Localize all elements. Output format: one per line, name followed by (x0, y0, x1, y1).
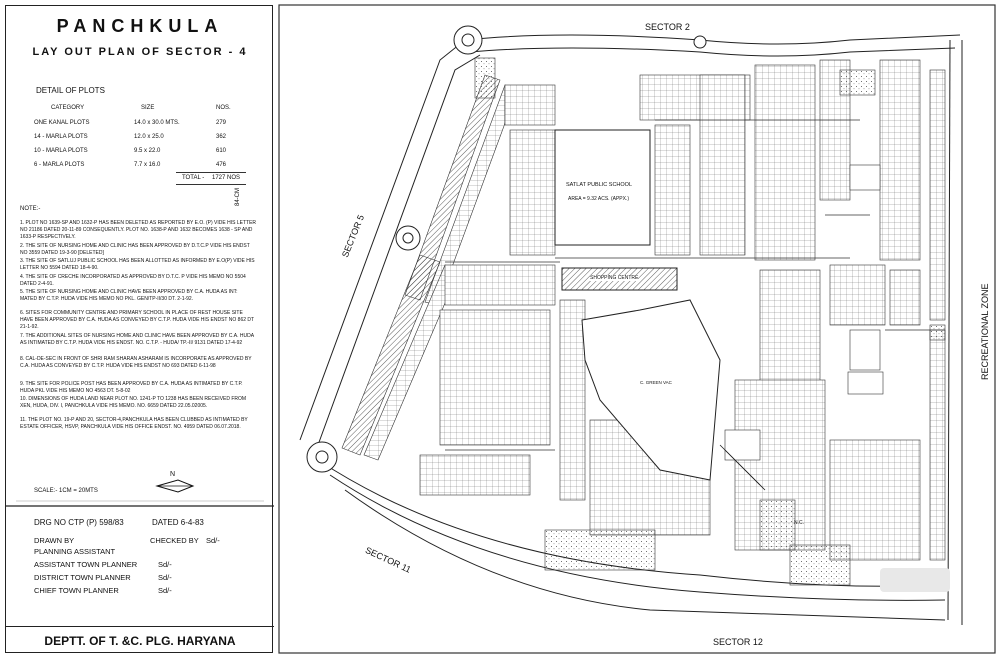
scale-label: SCALE:- 1CM = 20MTS (34, 488, 98, 494)
signatory-sign: Sd/- (158, 560, 172, 569)
label-park: C. GREEN VAC (640, 380, 672, 385)
plots-table-heading: DETAIL OF PLOTS (36, 86, 105, 95)
plan-title: LAY OUT PLAN OF SECTOR - 4 (32, 46, 248, 58)
col-category: CATEGORY (51, 105, 85, 111)
notes-heading: NOTE:- (20, 206, 41, 212)
signatory-role: CHIEF TOWN PLANNER (34, 586, 119, 595)
note-item: 7. THE ADDITIONAL SITES OF NURSING HOME AND CLINIC HAVE BEEN APPROVED BY C.A. HUDA AS INTIMATED BY C.T.P. HUDA VIDE HIS ENDST. NO. C.T.P. - HUDA/ TP.-II/ 9131 DATED 17-4-92 (20, 333, 254, 346)
label-shopping: SHOPPING CENTRE (590, 275, 639, 281)
row-size: 12.0 x 25.0 (134, 134, 164, 140)
community-site (850, 330, 880, 370)
row-nos: 476 (216, 162, 227, 168)
note-item: 2. THE SITE OF NURSING HOME AND CLINIC HAS BEEN APPROVED BY D.T.C.P VIDE HIS ENDST NO 3559 DATED 19-3-90 [DELETED] (20, 243, 250, 256)
signatory-sign: Sd/- (158, 573, 172, 582)
note-item: 8. CAL-DE-SEC IN FRONT OF SHRI RAM SHARAN ASHARAM IS INCORPORATE AS APPROVED BY C.A. HUDA AS CONVEYED BY C.T.P. HUDA VIDE HIS ENDST NO 693 DATED 6-11-98 (20, 356, 252, 369)
row-nos: 362 (216, 134, 227, 140)
signatory-role: PLANNING ASSISTANT (34, 547, 116, 556)
label-nc: N.C. (794, 520, 804, 526)
total-label: TOTAL - (182, 175, 205, 181)
note-item: 6. SITES FOR COMMUNITY CENTRE AND PRIMARY SCHOOL IN PLACE OF REST HOUSE SITE HAVE BEEN APPROVED BY C.A. HUDA AS CONVEYED BY C.T.P. HUDA VIDE HIS ENDST NO 862 DT 21-1-92. (20, 310, 254, 330)
department-footer: DEPTT. OF T. &C. PLG. HARYANA (6, 626, 274, 654)
row-size: 14.0 x 30.0 MTS. (134, 120, 180, 126)
city-title: PANCHKULA (56, 16, 224, 36)
col-size: SIZE (141, 105, 155, 111)
note-item: 9. THE SITE FOR POLICE POST HAS BEEN APPROVED BY C.A. HUDA AS INTIMATED BY C.T.P. HUDA PKL VIDE HIS MEMO NO 4563 DT. 5-8-02 (20, 381, 243, 394)
row-size: 7.7 x 16.0 (134, 162, 161, 168)
label-sector-2: SECTOR 2 (645, 22, 690, 32)
total-value: 1727 NOS (212, 175, 241, 181)
side-mark: 84-CM (235, 187, 241, 206)
label-school: SATLAT PUBLIC SCHOOL (566, 182, 633, 188)
signatory-sign: Sd/- (158, 586, 172, 595)
label-school-area: AREA = 9.32 ACS. (APPX.) (568, 196, 630, 202)
clinic-site (848, 372, 883, 394)
col-nos: NOS. (216, 105, 231, 111)
label-sector-5: SECTOR 5 (340, 213, 367, 259)
note-item: 5. THE SITE OF NURSING HOME AND CLINIC HAVE BEEN APPROVED BY C.A. HUDA AS INT: MATED BY C.T.P. HUDA VIDE HIS MEMO NO PKL. GEN/TP-II/30 DT. 2-1-92. (20, 289, 238, 302)
north-label: N (170, 471, 176, 478)
note-item: 10. DIMENSIONS OF HUDA LAND NEAR PLOT NO. 1241-P TO 1238 HAS BEEN RECEIVED FROM XEN, HUDA, DIV. I, PANCHKULA VIDE HIS MEMO. NO. 6659 DATED 22.05.02005. (20, 396, 247, 409)
label-sector-11: SECTOR 11 (363, 545, 413, 575)
row-size: 9.5 x 22.0 (134, 148, 161, 154)
label-sector-12: SECTOR 12 (713, 637, 763, 647)
nursing-site (850, 165, 880, 190)
drawing-number: DRG NO CTP (P) 598/83 (34, 518, 124, 527)
row-category: ONE KANAL PLOTS (34, 120, 90, 126)
label-recreational-zone: RECREATIONAL ZONE (980, 283, 990, 380)
row-category: 14 - MARLA PLOTS (34, 134, 88, 140)
signatory-role: DISTRICT TOWN PLANNER (34, 573, 131, 582)
row-category: 6 - MARLA PLOTS (34, 162, 85, 168)
drawn-by: DRAWN BY (34, 536, 75, 545)
row-nos: 279 (216, 120, 227, 126)
watermark-mark (880, 568, 950, 592)
checked-sign: Sd/- (206, 536, 220, 545)
note-item: 1. PLOT NO 1639-SP AND 1632-P HAS BEEN DELETED AS REPORTED BY E.O. (P) VIDE HIS LETTER NO 21186 DATED 20-11-89 CONSEQUENTLY. PLOT NO. 1638-P AND 1632 BECOMES 1638 - SP AND 1633-P RESPECTIVELY. (20, 220, 257, 240)
row-nos: 610 (216, 148, 227, 154)
note-item: 3. THE SITE OF SATLUJ PUBLIC SCHOOL HAS BEEN ALLOTTED AS INFORMED BY E.O(P) VIDE HIS LETTER NO 5594 DATED 18-4-90. (20, 258, 255, 271)
note-item: 11. THE PLOT NO. 19-P AND 20, SECTOR-4,PANCHKULA HAS BEEN CLUBBED AS INTIMATED BY ESTATE OFFICER, HSVP, PANCHKULA VIDE HIS OFFICE ENDST. NO. 4959 DATED 06.07.2018. (20, 417, 248, 430)
note-item: 4. THE SITE OF CRECHE INCORPORATED AS APPROVED BY D.T.C. P VIDE HIS MEMO NO 5504 DATED 2-4-91. (20, 274, 246, 287)
checked-by: CHECKED BY (150, 536, 199, 545)
row-category: 10 - MARLA PLOTS (34, 148, 88, 154)
drawing-date: DATED 6-4-83 (152, 518, 204, 527)
signatory-role: ASSISTANT TOWN PLANNER (34, 560, 138, 569)
